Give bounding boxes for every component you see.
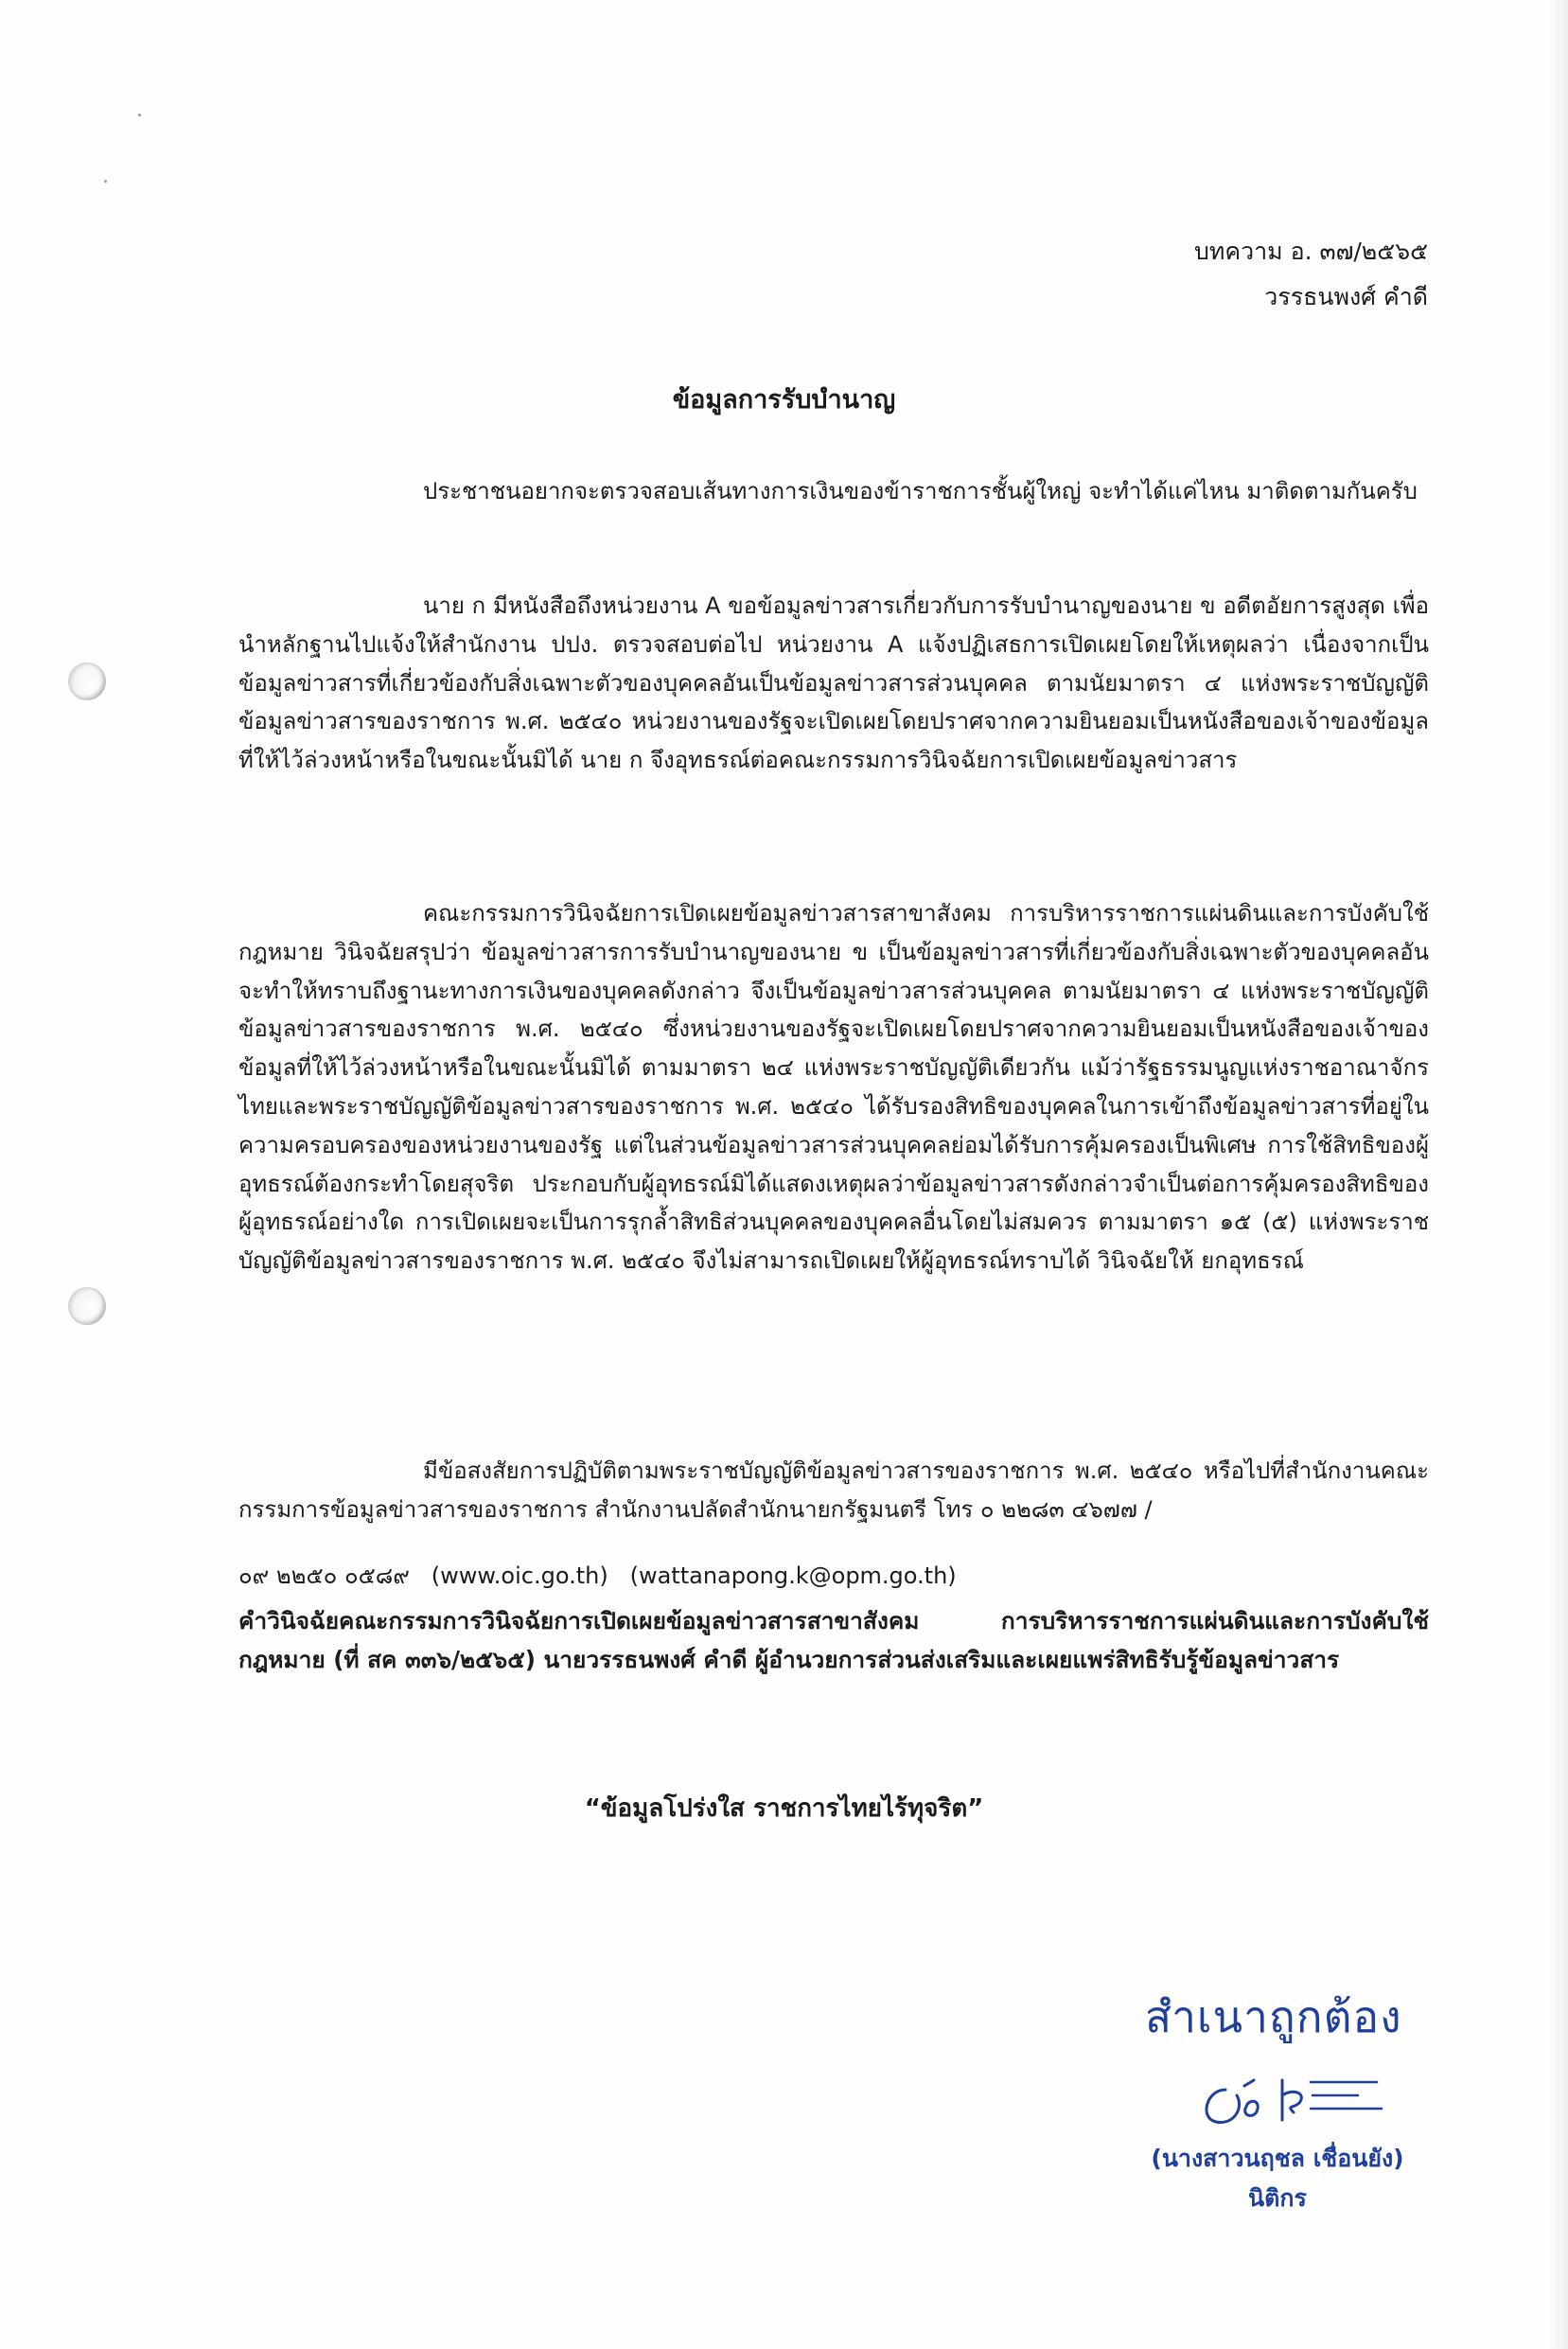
contact-phone: ๐๙ ๒๒๕๐ ๐๕๘๙ [238,1563,410,1589]
page-edge-shadow [1547,0,1568,2349]
author-name: วรรธนพงศ์ คำดี [1264,283,1428,310]
signer-block [1131,2139,1424,2218]
paper-speck [138,114,141,116]
ruling-reference: คำวินิจฉัยคณะกรรมการวินิจฉัยการเปิดเผยข้อมูลข่าวสารสาขาสังคม การบริหารราชการแผ่นดินและการบังคับใช้กฎหมาย (ที่ สค ๓๓๖/๒๕๖๕) นายวรรธนพงศ์ คำดี ผู้อำนวยการส่วนส่งเสริมและเผยแพร่สิทธิรับรู้ข้อมูลข่าวสาร [238,1607,1429,1673]
paper-speck [104,180,107,183]
handwritten-signature [1188,2061,1405,2137]
contact-line [238,1557,957,1595]
document-title: ข้อมูลการรับบำนาญ [672,385,896,415]
slogan: “ข้อมูลโปร่งใส ราชการไทยไร้ทุจริต” [584,1794,984,1823]
punch-hole-bottom [68,1287,106,1325]
punch-hole-top [68,662,106,700]
signer-name: (นางสาวนฤชล เชื่อนยัง) [1151,2145,1404,2172]
decision-paragraph: คณะกรรมการวินิจฉัยการเปิดเผยข้อมูลข่าวสารสาขาสังคม การบริหารราชการแผ่นดินและการบังคับใช้กฎหมาย วินิจฉัยสรุปว่า ข้อมูลข่าวสารการรับบำนาญของนาย ข เป็นข้อมูลข่าวสารที่เกี่ยวข้องกับสิ่งเฉพาะตัวของบุคคลอันจะทำให้ทราบถึงฐานะทางการเงินของบุคคลดังกล่าว จึงเป็นข้อมูลข่าวสารส่วนบุคคล ตามนัยมาตรา ๔ แห่งพระราชบัญญัติข้อมูลข่าวสารของราชการ พ.ศ. ๒๕๔๐ ซึ่งหน่วยงานของรัฐจะเปิดเผยโดยปราศจากความยินยอมเป็นหนังสือของเจ้าของข้อมูลที่ให้ไว้ล่วงหน้าหรือในขณะนั้นมิได้ ตามมาตรา ๒๔ แห่งพระราชบัญญัติเดียวกัน แม้ว่ารัฐธรรมนูญแห่งราชอาณาจักรไทยและพระราชบัญญัติข้อมูลข่าวสารของราชการ พ.ศ. ๒๕๔๐ ได้รับรองสิทธิของบุคคลในการเข้าถึงข้อมูลข่าวสารที่อยู่ในความครอบครองของหน่วยงานของรัฐ แต่ในส่วนข้อมูลข่าวสารส่วนบุคคลย่อมได้รับการคุ้มครองเป็นพิเศษ การใช้สิทธิของผู้อุทธรณ์ต้องกระทำโดยสุจริต ประกอบกับผู้อุทธรณ์มิได้แสดงเหตุผลว่าข้อมูลข่าวสารดังกล่าวจำเป็นต่อการคุ้มครองสิทธิของผู้อุทธรณ์อย่างใด การเปิดเผยจะเป็นการรุกล้ำสิทธิส่วนบุคคลของบุคคลอื่นโดยไม่สมควร ตามมาตรา ๑๕ (๕) แห่งพระราชบัญญัติข้อมูลข่าวสารของราชการ พ.ศ. ๒๕๔๐ จึงไม่สามารถเปิดเผยให้ผู้อุทธรณ์ทราบได้ วินิจฉัยให้ ยกอุทธรณ์ [238,900,1429,1275]
signer-title: นิติกร [1248,2184,1307,2212]
contact-website-link[interactable]: (www.oic.go.th) [431,1563,608,1589]
certified-copy-stamp: สำเนาถูกต้อง [1145,1991,1402,2042]
reference-number: บทความ อ. ๓๗/๒๕๖๕ [1194,238,1428,265]
inquiry-paragraph: มีข้อสงสัยการปฏิบัติตามพระราชบัญญัติข้อมูลข่าวสารของราชการ พ.ศ. ๒๕๔๐ หรือไปที่สำนักงานคณะกรรมการข้อมูลข่าวสารของราชการ สำนักงานปลัดสำนักนายกรัฐมนตรี โทร ๐ ๒๒๘๓ ๔๖๗๗ / [238,1457,1429,1523]
case-paragraph: นาย ก มีหนังสือถึงหน่วยงาน A ขอข้อมูลข่าวสารเกี่ยวกับการรับบำนาญของนาย ข อดีตอัยการสูงสุด เพื่อนำหลักฐานไปแจ้งให้สำนักงาน ปปง. ตรวจสอบต่อไป หน่วยงาน A แจ้งปฏิเสธการเปิดเผยโดยให้เหตุผลว่า เนื่องจากเป็นข้อมูลข่าวสารที่เกี่ยวข้องกับสิ่งเฉพาะตัวของบุคคลอันเป็นข้อมูลข่าวสารส่วนบุคคล ตามนัยมาตรา ๔ แห่งพระราชบัญญัติข้อมูลข่าวสารของราชการ พ.ศ. ๒๕๔๐ หน่วยงานของรัฐจะเปิดเผยโดยปราศจากความยินยอมเป็นหนังสือของเจ้าของข้อมูลที่ให้ไว้ล่วงหน้าหรือในขณะนั้นมิได้ นาย ก จึงอุทธรณ์ต่อคณะกรรมการวินิจฉัยการเปิดเผยข้อมูลข่าวสาร [238,592,1429,774]
contact-email-link[interactable]: (wattanapong.k@opm.go.th) [629,1563,957,1589]
intro-paragraph: ประชาชนอยากจะตรวจสอบเส้นทางการเงินของข้าราชการชั้นผู้ใหญ่ จะทำได้แค่ไหน มาติดตามกันครับ [423,478,1418,504]
